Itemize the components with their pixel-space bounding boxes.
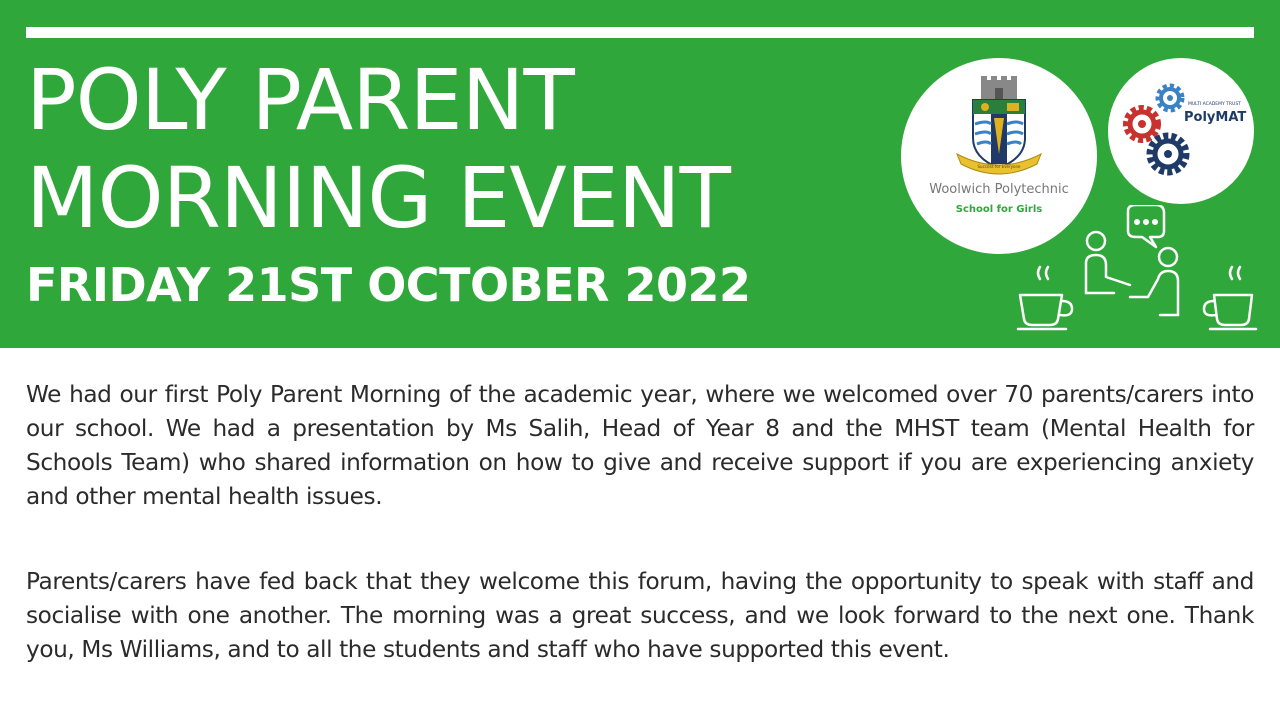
event-title-line1: POLY PARENT bbox=[26, 51, 574, 149]
gears-icon bbox=[1108, 58, 1254, 204]
event-title-line2: MORNING EVENT bbox=[26, 149, 730, 247]
polymat-name: PolyMAT bbox=[1184, 110, 1247, 125]
coffee-cup-icon bbox=[1018, 267, 1072, 329]
polymat-tagline: MULTI ACADEMY TRUST bbox=[1188, 102, 1241, 107]
svg-text:Success for Everyone: Success for Everyone bbox=[977, 164, 1021, 169]
header-banner bbox=[0, 0, 1280, 348]
coffee-cup-icon bbox=[1204, 267, 1256, 329]
people-chatting-illustration bbox=[1010, 205, 1260, 335]
event-date: FRIDAY 21ST OCTOBER 2022 bbox=[26, 258, 751, 312]
speech-bubble-icon bbox=[1128, 205, 1164, 247]
body-paragraph-1: We had our first Poly Parent Morning of the academic year, where we welcomed over 70 parents/carers into our school. We had a presentation by Ms Salih, Head of Year 8 and the MHST team (Mental Health for Schools Team) who shared information on how to give and receive support if you are experiencing anxiety and other mental health issues. bbox=[26, 381, 1254, 510]
polymat-logo bbox=[1108, 58, 1254, 204]
person-right-icon bbox=[1130, 248, 1178, 315]
school-subtitle: School for Girls bbox=[955, 204, 1043, 215]
person-left-icon bbox=[1086, 232, 1130, 293]
school-name: Woolwich Polytechnic bbox=[929, 182, 1069, 197]
top-divider bbox=[26, 27, 1254, 38]
body-paragraph-2: Parents/carers have fed back that they welcome this forum, having the opportunity to speak with staff and socialise with one another. The morning was a great success, and we look forward to the next one. Thank you, Ms Williams, and to all the students and staff who have supported this event. bbox=[26, 568, 1254, 663]
